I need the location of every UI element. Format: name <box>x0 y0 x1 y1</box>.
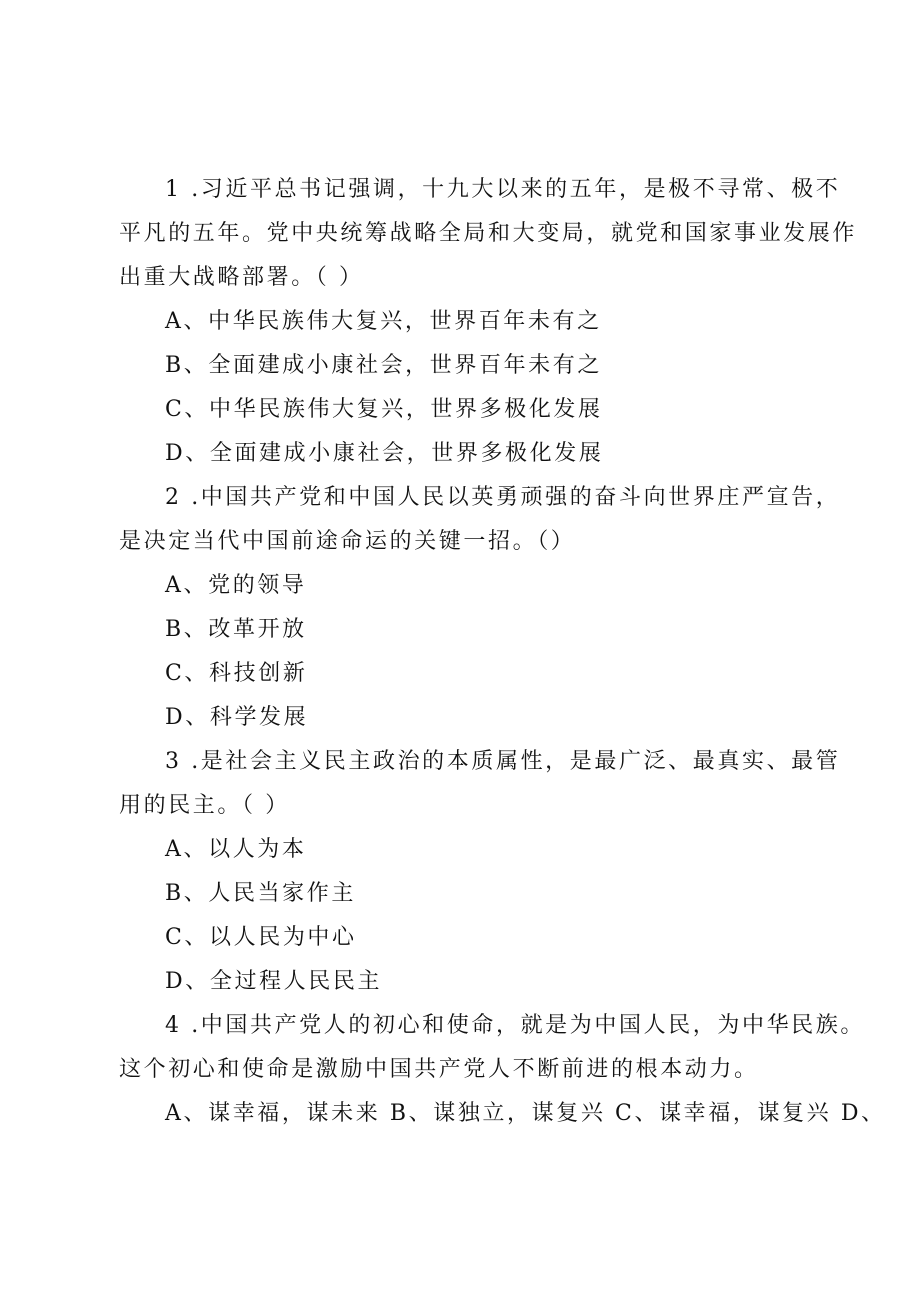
question-1-option-a: A、中华民族伟大复兴，世界百年未有之 <box>165 309 602 334</box>
question-2-line-1: 2 .中国共产党和中国人民以英勇顽强的奋斗向世界庄严宣告， <box>165 485 841 510</box>
question-3-option-a: A、以人为本 <box>165 837 307 862</box>
question-2-option-a: A、党的领导 <box>165 573 307 598</box>
question-1-option-b: B、全面建成小康社会，世界百年未有之 <box>165 353 602 378</box>
question-2-option-c: C、科技创新 <box>165 661 308 686</box>
question-2-line-2: 是决定当代中国前途命运的关键一招。（） <box>119 529 576 554</box>
question-3-line-2: 用的民主。（ ） <box>119 793 290 818</box>
question-3-option-b: B、人民当家作主 <box>165 881 356 906</box>
question-1-line-2: 平凡的五年。党中央统筹战略全局和大变局，就党和国家事业发展作 <box>119 221 858 246</box>
question-3-line-1: 3 .是社会主义民主政治的本质属性，是最广泛、最真实、最管 <box>165 749 841 774</box>
question-1-option-d: D、全面建成小康社会，世界多极化发展 <box>165 441 604 466</box>
question-4-line-1: 4 .中国共产党人的初心和使命，就是为中国人民，为中华民族。 <box>165 1013 865 1038</box>
document-body <box>119 168 886 1136</box>
question-1-line-1: 1 .习近平总书记强调，十九大以来的五年，是极不寻常、极不 <box>165 177 841 202</box>
question-4-options: A、谋幸福，谋未来 B、谋独立，谋复兴 C、谋幸福，谋复兴 D、 <box>165 1101 886 1126</box>
question-2-option-b: B、改革开放 <box>165 617 307 642</box>
question-3-option-c: C、以人民为中心 <box>165 925 357 950</box>
question-2-option-d: D、科学发展 <box>165 705 309 730</box>
question-4-line-2: 这个初心和使命是激励中国共产党人不断前进的根本动力。 <box>119 1057 759 1082</box>
question-3-option-d: D、全过程人民民主 <box>165 969 383 994</box>
question-1-line-3: 出重大战略部署。（ ） <box>119 265 364 290</box>
question-1-option-c: C、中华民族伟大复兴，世界多极化发展 <box>165 397 603 422</box>
